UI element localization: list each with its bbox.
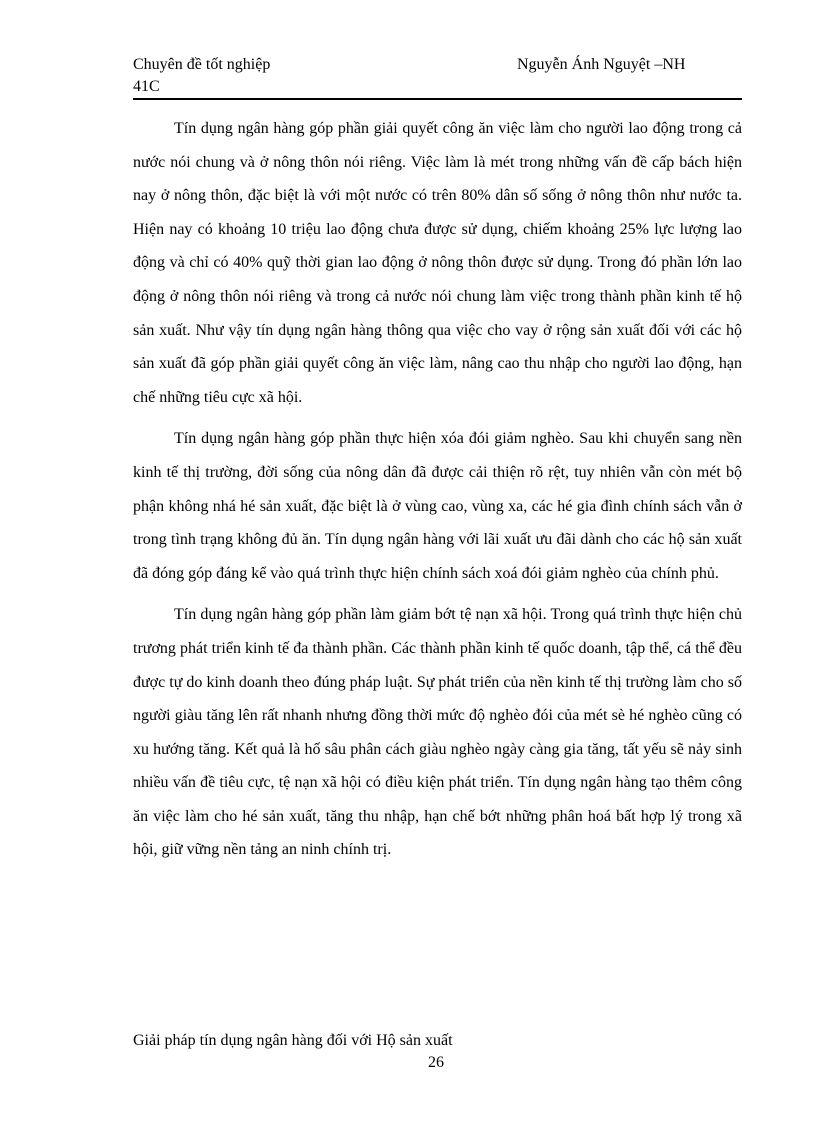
paragraph-employment: Tín dụng ngân hàng góp phần giải quyết công ăn việc làm cho người lao động trong cả nước nói chung và ở nông thôn nói riêng. Việc làm là mét trong những vấn đề cấp bách hiện nay ở nông thôn, đặc biệt là với một nước có trên 80% dân số sống ở nông thôn như nước ta. Hiện nay có khoảng 10 triệu lao động chưa được sử dụng, chiếm khoảng 25% lực lượng lao động và chỉ có 40% quỹ thời gian lao động ở nông thôn được sử dụng. Trong đó phần lớn lao động ở nông thôn nói riêng và trong cả nước nói chung làm việc trong thành phần kinh tế hộ sản xuất. Như vậy tín dụng ngân hàng thông qua việc cho vay ở rộng sản xuất đối với các hộ sản xuất đã góp phần giải quyết công ăn việc làm, nâng cao thu nhập cho người lao động, hạn chế những tiêu cực xã hội.: [133, 120, 742, 406]
footer-title: Giải pháp tín dụng ngân hàng đối với Hộ sản xuất: [133, 1032, 453, 1049]
header-left-line-1: Chuyên đề tốt nghiệp: [133, 56, 271, 73]
page-number: 26: [428, 1054, 444, 1071]
header-author: Nguyễn Ánh Nguyệt –NH: [517, 56, 686, 73]
header-divider: [133, 98, 742, 100]
paragraph-social-issues: Tín dụng ngân hàng góp phần làm giảm bớt tệ nạn xã hội. Trong quá trình thực hiện chủ trương phát triển kinh tế đa thành phần. Các thành phần kinh tế quốc doanh, tập thể, cá thể đều được tự do kinh doanh theo đúng pháp luật. Sự phát triển của nền kinh tế thị trường làm cho số người giàu tăng lên rất nhanh nhưng đồng thời mức độ nghèo đói của mét sè hé nghèo cũng có xu hướng tăng. Kết quả là hố sâu phân cách giàu nghèo ngày càng gia tăng, tất yếu sẽ nảy sinh nhiều vấn đề tiêu cực, tệ nạn xã hội có điều kiện phát triển. Tín dụng ngân hàng tạo thêm công ăn việc làm cho hé sản xuất, tăng thu nhập, hạn chế bớt những phân hoá bất hợp lý trong xã hội, giữ vững nền tảng an ninh chính trị.: [133, 606, 742, 859]
header-left-line-2: 41C: [133, 78, 160, 95]
header-document-type: [133, 54, 270, 98]
paragraph-poverty-reduction: Tín dụng ngân hàng góp phần thực hiện xóa đói giảm nghèo. Sau khi chuyển sang nền kinh tế thị trường, đời sống của nông dân đã được cải thiện rõ rệt, tuy nhiên vẫn còn mét bộ phận không nhá hé sản xuất, đặc biệt là ở vùng cao, vùng xa, các hé gia đình chính sách vẫn ở trong tình trạng không đủ ăn. Tín dụng ngân hàng với lãi xuất ưu đãi dành cho các hộ sản xuất đã đóng góp đáng kể vào quá trình thực hiện chính sách xoá đói giảm nghèo của chính phủ.: [133, 430, 742, 582]
body-text: [133, 112, 742, 875]
